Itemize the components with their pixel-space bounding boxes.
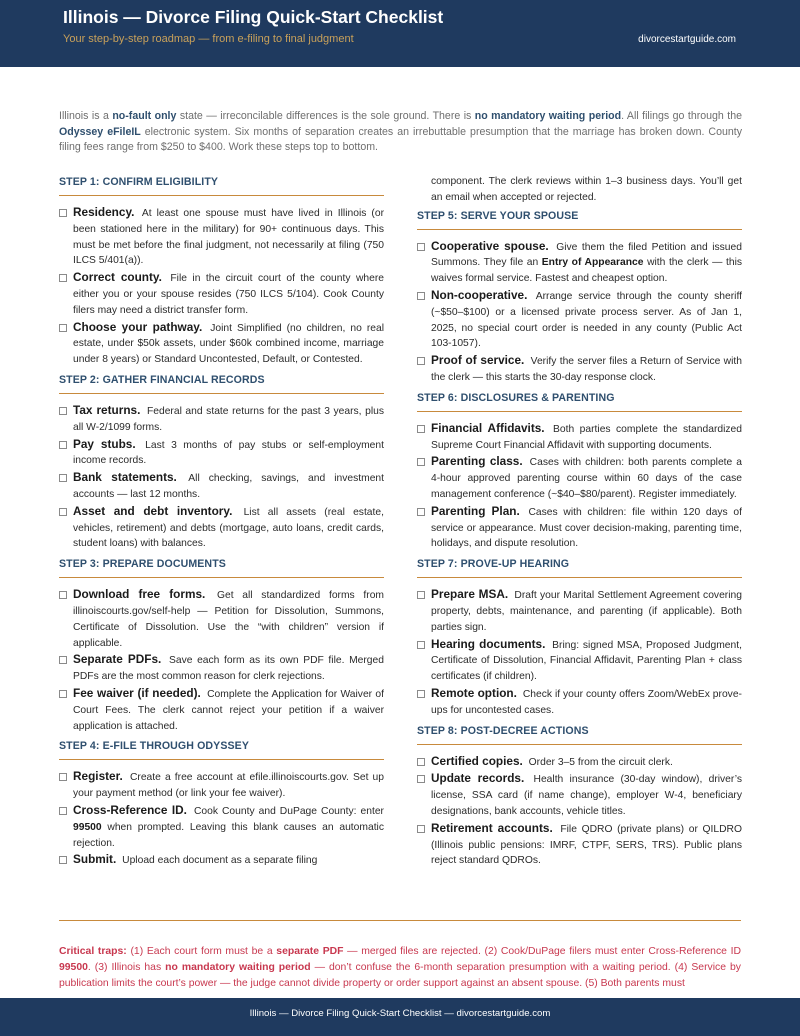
checklist-item[interactable]: Separate PDFs. Save each form as its own PDF file. Merged PDFs are the most common reason for clerk rejections. <box>59 652 384 685</box>
checkbox[interactable] <box>417 690 425 698</box>
checkbox[interactable] <box>417 458 425 466</box>
checkbox[interactable] <box>59 274 67 282</box>
checklist-item[interactable]: Asset and debt inventory. List all assets (real estate, vehicles, retirement) and debts (mortgage, auto loans, credit cards, student loans) with balances. <box>59 504 384 552</box>
checklist-item[interactable]: Download free forms. Get all standardized forms from illinoiscourts.gov/self-help — Petition for Dissolution, Summons, Certificate of Dissolution. Use the “with children” version if applicable. <box>59 587 384 651</box>
checklist-item[interactable]: Bank statements. All checking, savings, and investment accounts — last 12 months. <box>59 470 384 503</box>
checklist-item[interactable]: Non-cooperative. Arrange service through the county sheriff (~$50–$100) or a licensed private process server. As of Jan 1, 2025, no special court order is needed in any county (Public Act 103-1057). <box>417 288 742 352</box>
checkbox[interactable] <box>417 357 425 365</box>
step-title: STEP 7: PROVE-UP HEARING <box>417 556 742 578</box>
checkbox[interactable] <box>417 641 425 649</box>
checklist-item[interactable]: Hearing documents. Bring: signed MSA, Proposed Judgment, Certificate of Dissolution, Financial Affidavit, Parenting Plan + class certificates (if children). <box>417 637 742 685</box>
step-4 <box>59 738 384 869</box>
checklist-item[interactable]: Fee waiver (if needed). Complete the Application for Waiver of Court Fees. The clerk cannot reject your petition if a waiver application is attached. <box>59 686 384 734</box>
checklist-item[interactable]: Prepare MSA. Draft your Marital Settlement Agreement covering property, debts, maintenance, and parenting (if applicable). Both parties sign. <box>417 587 742 635</box>
checklist-item[interactable]: Tax returns. Federal and state returns for the past 3 years, plus all W-2/1099 forms. <box>59 403 384 436</box>
checkbox[interactable] <box>417 243 425 251</box>
checklist-item[interactable]: Register. Create a free account at efile.illinoiscourts.gov. Set up your payment method (or link your fee waiver). <box>59 769 384 802</box>
page-subtitle: Your step-by-step roadmap — from e-filing to final judgment <box>63 33 354 45</box>
checkbox[interactable] <box>59 209 67 217</box>
checklist-item[interactable]: Remote option. Check if your county offers Zoom/WebEx prove-ups for uncontested cases. <box>417 686 742 719</box>
step-5 <box>417 208 742 386</box>
checklist-item[interactable]: Certified copies. Order 3–5 from the circuit clerk. <box>417 754 742 771</box>
checklist-item[interactable]: Update records. Health insurance (30-day window), driver’s license, SSA card (if name change), employer W-4, beneficiary designations, bank accounts, vehicle titles. <box>417 771 742 819</box>
checkbox[interactable] <box>417 758 425 766</box>
page-title: Illinois — Divorce Filing Quick-Start Checklist <box>63 7 444 27</box>
step-title: STEP 1: CONFIRM ELIGIBILITY <box>59 174 384 196</box>
step-7 <box>417 556 742 718</box>
checklist-item[interactable]: Residency. At least one spouse must have lived in Illinois (or been stationed here in the military) for 90+ continuous days. This must be met before the final judgment, not necessarily at filing (750 ILCS 5/401(a)). <box>59 205 384 269</box>
checkbox[interactable] <box>59 807 67 815</box>
continued-text: component. The clerk reviews within 1–3 business days. You’ll get an email when accepted or rejected. <box>431 176 742 203</box>
intro-paragraph: Illinois is a no-fault only state — irreconcilable differences is the sole ground. There is no mandatory waiting period. All filings go through the Odyssey eFileIL electronic system. Six months of separation creates an irrebuttable presumption that the marriage has broken down. County filing fees range from $250 to $400. Work these steps top to bottom. <box>59 110 743 154</box>
checklist-item[interactable]: Retirement accounts. File QDRO (private plans) or QILDRO (Illinois public pensions: IMRF, CTPF, SERS, TRS). Public plans reject standard QDROs. <box>417 821 742 869</box>
left-column <box>59 174 384 873</box>
checkbox[interactable] <box>59 324 67 332</box>
section-divider <box>59 920 741 921</box>
checklist-item[interactable]: Correct county. File in the circuit court of the county where either you or your spouse resides (750 ILCS 5/104). Cook County filers may need a district transfer form. <box>59 270 384 318</box>
checkbox[interactable] <box>59 474 67 482</box>
checklist-item[interactable]: Submit. Upload each document as a separate filing <box>59 852 384 869</box>
site-link[interactable]: divorcestartguide.com <box>638 34 736 45</box>
step-3 <box>59 556 384 734</box>
checklist-item[interactable]: Proof of service. Verify the server files a Return of Service with the clerk — this starts the 30-day response clock. <box>417 353 742 386</box>
step-2 <box>59 372 384 552</box>
checklist-item[interactable]: Financial Affidavits. Both parties complete the standardized Supreme Court Financial Affidavit with supporting documents. <box>417 421 742 454</box>
checkbox[interactable] <box>59 441 67 449</box>
checkbox[interactable] <box>417 825 425 833</box>
checkbox[interactable] <box>59 591 67 599</box>
step-title: STEP 2: GATHER FINANCIAL RECORDS <box>59 372 384 394</box>
step-title: STEP 8: POST-DECREE ACTIONS <box>417 723 742 745</box>
critical-traps-note: Critical traps: (1) Each court form must be a separate PDF — merged files are rejected. (2) Cook/DuPage filers must enter Cross-Reference ID 99500. (3) Illinois has no mandatory waiting period — don’t confuse the 6-month separation presumption with a waiting period. (4) Service by publication limits the court’s power — the judge cannot divide property or order support against an absent spouse. (5) Both parents must <box>59 946 742 989</box>
step-1 <box>59 174 384 368</box>
checkbox[interactable] <box>59 407 67 415</box>
checklist-item[interactable]: Parenting class. Cases with children: both parents complete a 4-hour approved parenting course within 60 days of the case management conference (~$40–$80/parent). Register immediately. <box>417 454 742 502</box>
step-title: STEP 6: DISCLOSURES & PARENTING <box>417 390 742 412</box>
checkbox[interactable] <box>59 856 67 864</box>
checkbox[interactable] <box>59 773 67 781</box>
checkbox[interactable] <box>59 656 67 664</box>
checkbox[interactable] <box>417 775 425 783</box>
checklist-item[interactable]: Choose your pathway. Joint Simplified (no children, no real estate, under $50k assets, under $60k combined income, marriage under 8 years) or Standard Uncontested, Default, or Contested. <box>59 320 384 368</box>
checkbox[interactable] <box>417 508 425 516</box>
page-header <box>0 0 800 67</box>
checkbox[interactable] <box>417 425 425 433</box>
checkbox[interactable] <box>417 591 425 599</box>
step-6 <box>417 390 742 552</box>
checklist-item[interactable]: Parenting Plan. Cases with children: file within 120 days of service or appearance. Must cover decision-making, parenting time, holidays, and dispute resolution. <box>417 504 742 552</box>
checklist-item[interactable]: Cooperative spouse. Give them the filed Petition and issued Summons. They file an Entry of Appearance with the clerk — this waives formal service. Fastest and cheapest option. <box>417 239 742 287</box>
checkbox[interactable] <box>417 292 425 300</box>
checklist-item[interactable]: Pay stubs. Last 3 months of pay stubs or self-employment income records. <box>59 437 384 470</box>
checklist-item[interactable]: Cross-Reference ID. Cook County and DuPage County: enter 99500 when prompted. Leaving this blank causes an automatic rejection. <box>59 803 384 851</box>
page-footer <box>0 998 800 1036</box>
checkbox[interactable] <box>59 690 67 698</box>
step-title: STEP 3: PREPARE DOCUMENTS <box>59 556 384 578</box>
checkbox[interactable] <box>59 508 67 516</box>
step-title: STEP 4: E-FILE THROUGH ODYSSEY <box>59 738 384 760</box>
right-column <box>417 174 742 873</box>
step-8 <box>417 723 742 870</box>
step-title: STEP 5: SERVE YOUR SPOUSE <box>417 208 742 230</box>
footer-text: Illinois — Divorce Filing Quick-Start Checklist — divorcestartguide.com <box>249 1008 551 1019</box>
